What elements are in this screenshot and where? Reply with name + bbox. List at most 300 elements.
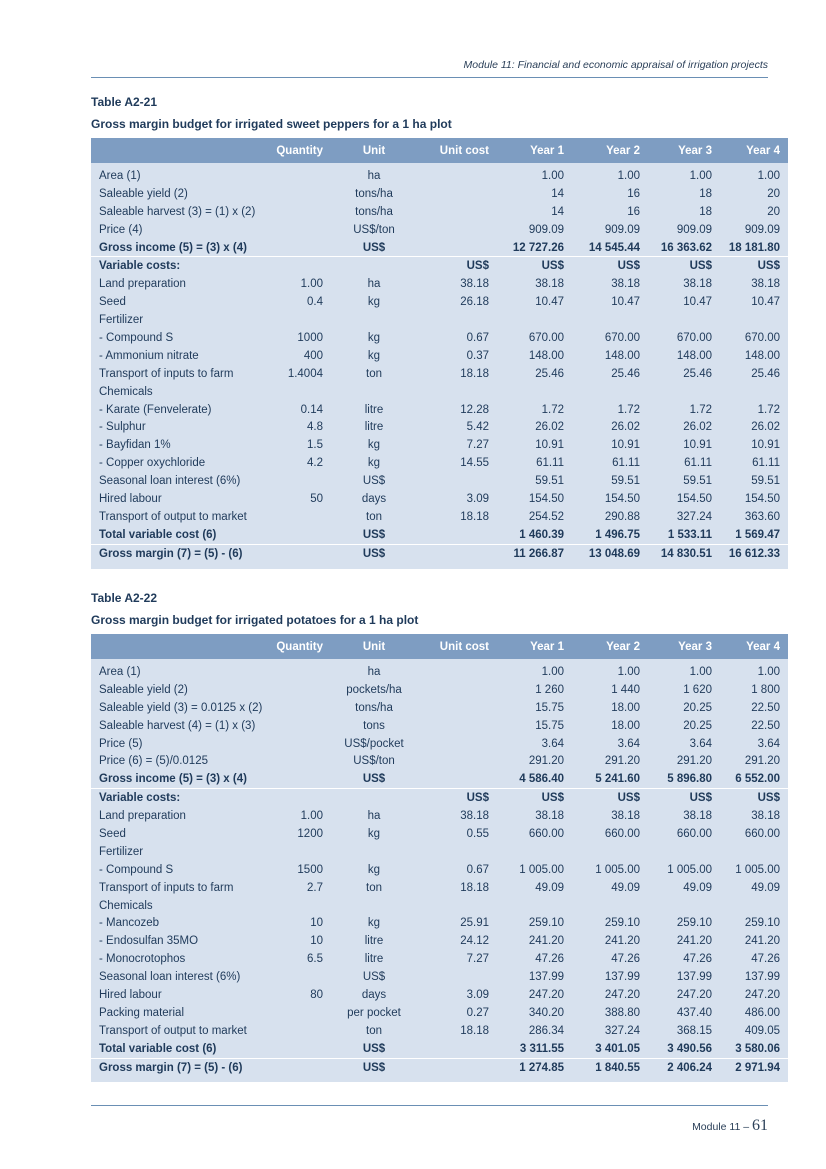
table-cell: 247.20 <box>720 986 788 1004</box>
table-cell: 670.00 <box>572 329 648 347</box>
table-cell: 241.20 <box>572 932 648 950</box>
table-cell: 18.18 <box>417 508 497 526</box>
table-cell: 25.91 <box>417 914 497 932</box>
table-cell: 0.14 <box>267 401 331 419</box>
table-cell: 3.09 <box>417 490 497 508</box>
table-cell: 3.09 <box>417 986 497 1004</box>
table-cell: 1.00 <box>497 659 572 681</box>
table-cell <box>572 897 648 915</box>
table-cell: 1 800 <box>720 681 788 699</box>
table-cell: - Compound S <box>91 329 267 347</box>
table-cell: US$ <box>720 257 788 275</box>
table-cell: litre <box>331 932 417 950</box>
table-cell: 1 533.11 <box>648 526 720 544</box>
table-cell <box>417 163 497 185</box>
table-cell: 10.91 <box>648 436 720 454</box>
table-cell: 26.02 <box>497 418 572 436</box>
table-cell: 10.91 <box>720 436 788 454</box>
table-cell: 5 896.80 <box>648 770 720 788</box>
table-row <box>91 293 788 311</box>
table-cell: - Endosulfan 35MO <box>91 932 267 950</box>
table-cell: 291.20 <box>648 752 720 770</box>
table-cell: US$ <box>720 789 788 807</box>
table-cell <box>648 311 720 329</box>
table-row <box>91 968 788 986</box>
table-cell: 26.02 <box>648 418 720 436</box>
table-cell <box>720 383 788 401</box>
table-cell <box>267 717 331 735</box>
table-cell: 49.09 <box>648 879 720 897</box>
table-cell: 909.09 <box>572 221 648 239</box>
column-header: Year 4 <box>720 138 788 163</box>
table-cell: Price (4) <box>91 221 267 239</box>
table-cell: Area (1) <box>91 659 267 681</box>
table-cell: 437.40 <box>648 1004 720 1022</box>
table-cell: Seasonal loan interest (6%) <box>91 968 267 986</box>
table-cell: 10 <box>267 914 331 932</box>
table-cell: 1 460.39 <box>497 526 572 544</box>
table-cell: 0.37 <box>417 347 497 365</box>
table-cell: kg <box>331 454 417 472</box>
table-cell: 0.55 <box>417 825 497 843</box>
table-cell: 22.50 <box>720 717 788 735</box>
table-cell: 1 840.55 <box>572 1058 648 1082</box>
table-cell: Total variable cost (6) <box>91 526 267 544</box>
table-cell: 80 <box>267 986 331 1004</box>
table-row <box>91 681 788 699</box>
table-cell <box>572 843 648 861</box>
table-cell <box>720 897 788 915</box>
table-cell: 368.15 <box>648 1022 720 1040</box>
table-cell: US$ <box>331 1058 417 1082</box>
running-header: Module 11: Financial and economic appraisal of irrigation projects <box>463 59 768 71</box>
table-cell: ha <box>331 659 417 681</box>
table-cell: 5.42 <box>417 418 497 436</box>
table-cell <box>648 383 720 401</box>
table-row <box>91 347 788 365</box>
table-cell: US$ <box>648 789 720 807</box>
table-cell: 259.10 <box>572 914 648 932</box>
table-cell <box>648 843 720 861</box>
column-header: Year 1 <box>497 634 572 659</box>
table-cell <box>267 1004 331 1022</box>
table-cell: 909.09 <box>497 221 572 239</box>
table-cell: 1 620 <box>648 681 720 699</box>
table-cell: 18.18 <box>417 879 497 897</box>
table-header-row <box>91 138 788 163</box>
table-cell: 38.18 <box>648 275 720 293</box>
table-cell: 259.10 <box>497 914 572 932</box>
table-cell: 12 727.26 <box>497 239 572 257</box>
table-cell <box>572 383 648 401</box>
table-cell: 241.20 <box>497 932 572 950</box>
table-cell: 49.09 <box>572 879 648 897</box>
table-cell: 1.00 <box>497 163 572 185</box>
column-header: Year 3 <box>648 138 720 163</box>
table-cell <box>331 383 417 401</box>
table-cell: 47.26 <box>648 950 720 968</box>
table-cell: kg <box>331 347 417 365</box>
table-cell: 18.18 <box>417 1022 497 1040</box>
table-cell: 10.91 <box>572 436 648 454</box>
table-cell: Transport of inputs to farm <box>91 365 267 383</box>
table-cell: pockets/ha <box>331 681 417 699</box>
table-cell: 59.51 <box>497 472 572 490</box>
table-cell <box>267 1040 331 1058</box>
table-cell: litre <box>331 401 417 419</box>
table-cell: Variable costs: <box>91 257 267 275</box>
table-cell <box>417 897 497 915</box>
table-cell: tons <box>331 717 417 735</box>
table-block-2 <box>91 591 780 1082</box>
table-cell: Saleable harvest (3) = (1) x (2) <box>91 203 267 221</box>
table-row <box>91 311 788 329</box>
table-cell: 16 <box>572 185 648 203</box>
table-cell <box>331 843 417 861</box>
table-row <box>91 861 788 879</box>
column-header: Unit cost <box>417 634 497 659</box>
header-rule <box>91 77 768 78</box>
table-cell <box>572 311 648 329</box>
budget-table <box>91 634 788 1082</box>
table-cell: 38.18 <box>572 807 648 825</box>
table-row <box>91 717 788 735</box>
table-cell: 18.18 <box>417 365 497 383</box>
table-cell: - Sulphur <box>91 418 267 436</box>
table-cell: ha <box>331 807 417 825</box>
table-cell: 3.64 <box>648 735 720 753</box>
table-cell: Transport of output to market <box>91 1022 267 1040</box>
table-cell: 154.50 <box>648 490 720 508</box>
table-cell: 660.00 <box>497 825 572 843</box>
table-cell: US$ <box>331 770 417 788</box>
table-cell: Gross income (5) = (3) x (4) <box>91 770 267 788</box>
table-cell: 3 580.06 <box>720 1040 788 1058</box>
table-cell: ton <box>331 508 417 526</box>
table-cell: Chemicals <box>91 383 267 401</box>
table-cell: US$ <box>331 526 417 544</box>
table-cell: 49.09 <box>720 879 788 897</box>
table-cell <box>417 221 497 239</box>
column-header: Unit <box>331 634 417 659</box>
table-cell <box>267 897 331 915</box>
table-cell: 241.20 <box>648 932 720 950</box>
table-cell: 61.11 <box>648 454 720 472</box>
table-caption: Gross margin budget for irrigated potatoes for a 1 ha plot <box>91 613 419 627</box>
table-row <box>91 986 788 1004</box>
table-number: Table A2-22 <box>91 591 158 605</box>
table-cell: 154.50 <box>572 490 648 508</box>
table-cell: Fertilizer <box>91 843 267 861</box>
table-row <box>91 932 788 950</box>
table-cell <box>417 717 497 735</box>
column-header: Year 2 <box>572 634 648 659</box>
table-row <box>91 436 788 454</box>
table-cell: 13 048.69 <box>572 544 648 568</box>
table-cell <box>267 770 331 788</box>
table-cell <box>417 681 497 699</box>
table-cell: 25.46 <box>720 365 788 383</box>
table-cell: Gross margin (7) = (5) - (6) <box>91 1058 267 1082</box>
table-cell: 16 612.33 <box>720 544 788 568</box>
table-cell: Packing material <box>91 1004 267 1022</box>
table-cell <box>417 383 497 401</box>
table-row <box>91 1040 788 1058</box>
table-row <box>91 825 788 843</box>
table-cell <box>267 752 331 770</box>
table-cell: 15.75 <box>497 699 572 717</box>
page-footer <box>692 1117 768 1135</box>
table-cell: 148.00 <box>572 347 648 365</box>
table-cell <box>267 1022 331 1040</box>
table-cell: 3.64 <box>497 735 572 753</box>
table-cell: 660.00 <box>720 825 788 843</box>
table-cell: 25.46 <box>572 365 648 383</box>
table-cell: 16 363.62 <box>648 239 720 257</box>
table-cell: 291.20 <box>720 752 788 770</box>
table-cell: Hired labour <box>91 490 267 508</box>
table-cell: 12.28 <box>417 401 497 419</box>
table-cell: 50 <box>267 490 331 508</box>
table-cell: 909.09 <box>720 221 788 239</box>
table-cell: 10.47 <box>648 293 720 311</box>
table-cell: 137.99 <box>497 968 572 986</box>
footer-rule <box>91 1105 768 1106</box>
table-cell: US$ <box>417 789 497 807</box>
table-cell: 1.00 <box>572 163 648 185</box>
table-cell: 1.72 <box>648 401 720 419</box>
table-cell: 137.99 <box>572 968 648 986</box>
table-cell: - Mancozeb <box>91 914 267 932</box>
table-cell: Chemicals <box>91 897 267 915</box>
table-cell: 20.25 <box>648 717 720 735</box>
table-cell: ton <box>331 365 417 383</box>
table-cell: tons/ha <box>331 185 417 203</box>
table-row <box>91 239 788 257</box>
table-cell: ha <box>331 275 417 293</box>
table-cell: 1.00 <box>720 659 788 681</box>
footer-module: Module 11 – <box>692 1121 750 1133</box>
table-cell <box>267 843 331 861</box>
table-cell <box>417 735 497 753</box>
table-row <box>91 1022 788 1040</box>
table-number: Table A2-21 <box>91 95 158 109</box>
table-cell <box>267 699 331 717</box>
table-cell: Land preparation <box>91 275 267 293</box>
table-cell <box>331 897 417 915</box>
table-row <box>91 807 788 825</box>
table-cell: 1.00 <box>720 163 788 185</box>
table-cell: 1200 <box>267 825 331 843</box>
table-row <box>91 659 788 681</box>
table-cell <box>417 699 497 717</box>
table-cell: 3 401.05 <box>572 1040 648 1058</box>
table-cell: kg <box>331 436 417 454</box>
table-cell: 18.00 <box>572 717 648 735</box>
table-cell: 1.00 <box>572 659 648 681</box>
table-cell: 1.5 <box>267 436 331 454</box>
table-cell: 291.20 <box>572 752 648 770</box>
table-row <box>91 163 788 185</box>
table-cell <box>417 752 497 770</box>
column-header: Unit <box>331 138 417 163</box>
table-cell: 25.46 <box>497 365 572 383</box>
table-row <box>91 329 788 347</box>
table-cell: Price (5) <box>91 735 267 753</box>
table-cell: 660.00 <box>648 825 720 843</box>
table-cell: 18 <box>648 185 720 203</box>
table-row <box>91 508 788 526</box>
table-cell <box>720 311 788 329</box>
table-cell: US$ <box>497 789 572 807</box>
table-cell: 388.80 <box>572 1004 648 1022</box>
table-row <box>91 257 788 275</box>
table-cell: 340.20 <box>497 1004 572 1022</box>
table-cell <box>417 659 497 681</box>
table-cell <box>267 472 331 490</box>
table-cell: 1 005.00 <box>497 861 572 879</box>
table-cell: 16 <box>572 203 648 221</box>
table-cell <box>417 472 497 490</box>
table-row <box>91 843 788 861</box>
table-cell: 1 260 <box>497 681 572 699</box>
table-cell: 0.67 <box>417 861 497 879</box>
table-cell <box>267 526 331 544</box>
table-cell: 409.05 <box>720 1022 788 1040</box>
table-cell: 18 <box>648 203 720 221</box>
table-cell: 47.26 <box>572 950 648 968</box>
table-cell: 1 496.75 <box>572 526 648 544</box>
table-cell: kg <box>331 293 417 311</box>
table-cell: Seasonal loan interest (6%) <box>91 472 267 490</box>
table-cell <box>497 311 572 329</box>
table-cell <box>417 1040 497 1058</box>
table-cell: 400 <box>267 347 331 365</box>
table-cell: Seed <box>91 293 267 311</box>
table-cell: 0.27 <box>417 1004 497 1022</box>
table-cell: kg <box>331 329 417 347</box>
table-cell: Hired labour <box>91 986 267 1004</box>
table-cell: - Karate (Fenvelerate) <box>91 401 267 419</box>
table-cell: 20 <box>720 185 788 203</box>
table-cell: litre <box>331 950 417 968</box>
table-cell: 20.25 <box>648 699 720 717</box>
column-header: Quantity <box>267 634 331 659</box>
table-cell: 18.00 <box>572 699 648 717</box>
table-cell <box>417 203 497 221</box>
table-row <box>91 383 788 401</box>
table-cell: 660.00 <box>572 825 648 843</box>
table-cell: Transport of output to market <box>91 508 267 526</box>
table-cell: Fertilizer <box>91 311 267 329</box>
table-cell: 4.8 <box>267 418 331 436</box>
table-cell: 486.00 <box>720 1004 788 1022</box>
table-cell: 11 266.87 <box>497 544 572 568</box>
table-cell <box>267 659 331 681</box>
table-cell: 2 971.94 <box>720 1058 788 1082</box>
table-row <box>91 221 788 239</box>
table-cell: 47.26 <box>720 950 788 968</box>
table-cell: 4 586.40 <box>497 770 572 788</box>
table-cell: 47.26 <box>497 950 572 968</box>
table-cell: 670.00 <box>648 329 720 347</box>
table-cell: 247.20 <box>648 986 720 1004</box>
table-block-1 <box>91 95 780 569</box>
table-row <box>91 752 788 770</box>
column-header: Year 2 <box>572 138 648 163</box>
table-cell: 59.51 <box>648 472 720 490</box>
table-cell <box>267 789 331 807</box>
table-cell: 1.00 <box>267 275 331 293</box>
table-cell: 1 440 <box>572 681 648 699</box>
table-cell <box>417 526 497 544</box>
table-cell: 1.4004 <box>267 365 331 383</box>
table-cell: 4.2 <box>267 454 331 472</box>
column-header <box>91 138 267 163</box>
table-cell: 7.27 <box>417 436 497 454</box>
table-cell: 3.64 <box>572 735 648 753</box>
column-header: Year 1 <box>497 138 572 163</box>
table-cell: 49.09 <box>497 879 572 897</box>
table-cell <box>267 681 331 699</box>
page-number: 61 <box>752 1117 768 1134</box>
table-row <box>91 526 788 544</box>
table-row <box>91 770 788 788</box>
table-cell <box>497 843 572 861</box>
table-cell: 1.72 <box>572 401 648 419</box>
table-cell: kg <box>331 825 417 843</box>
table-cell <box>417 239 497 257</box>
table-header-row <box>91 634 788 659</box>
table-cell: 670.00 <box>497 329 572 347</box>
table-cell: - Monocrotophos <box>91 950 267 968</box>
table-cell: 10 <box>267 932 331 950</box>
table-cell: Seed <box>91 825 267 843</box>
table-cell <box>267 383 331 401</box>
table-cell: Land preparation <box>91 807 267 825</box>
table-cell: 10.91 <box>497 436 572 454</box>
table-cell <box>417 311 497 329</box>
table-cell: 247.20 <box>572 986 648 1004</box>
table-cell: 2.7 <box>267 879 331 897</box>
table-cell: 3 311.55 <box>497 1040 572 1058</box>
table-cell: 1 005.00 <box>572 861 648 879</box>
table-cell: Saleable yield (3) = 0.0125 x (2) <box>91 699 267 717</box>
table-cell <box>267 311 331 329</box>
table-row <box>91 1058 788 1082</box>
table-row <box>91 418 788 436</box>
table-cell: 22.50 <box>720 699 788 717</box>
table-cell <box>267 163 331 185</box>
table-cell: 26.02 <box>572 418 648 436</box>
table-cell: 148.00 <box>497 347 572 365</box>
table-row <box>91 454 788 472</box>
table-cell: 24.12 <box>417 932 497 950</box>
table-cell: - Ammonium nitrate <box>91 347 267 365</box>
table-row <box>91 365 788 383</box>
table-cell <box>267 257 331 275</box>
table-cell: ha <box>331 163 417 185</box>
table-cell <box>497 383 572 401</box>
table-cell: 148.00 <box>720 347 788 365</box>
table-cell <box>497 897 572 915</box>
table-cell: 7.27 <box>417 950 497 968</box>
table-cell: US$ <box>648 257 720 275</box>
table-cell <box>267 735 331 753</box>
table-cell: 154.50 <box>497 490 572 508</box>
table-cell: 1 569.47 <box>720 526 788 544</box>
table-cell: 25.46 <box>648 365 720 383</box>
